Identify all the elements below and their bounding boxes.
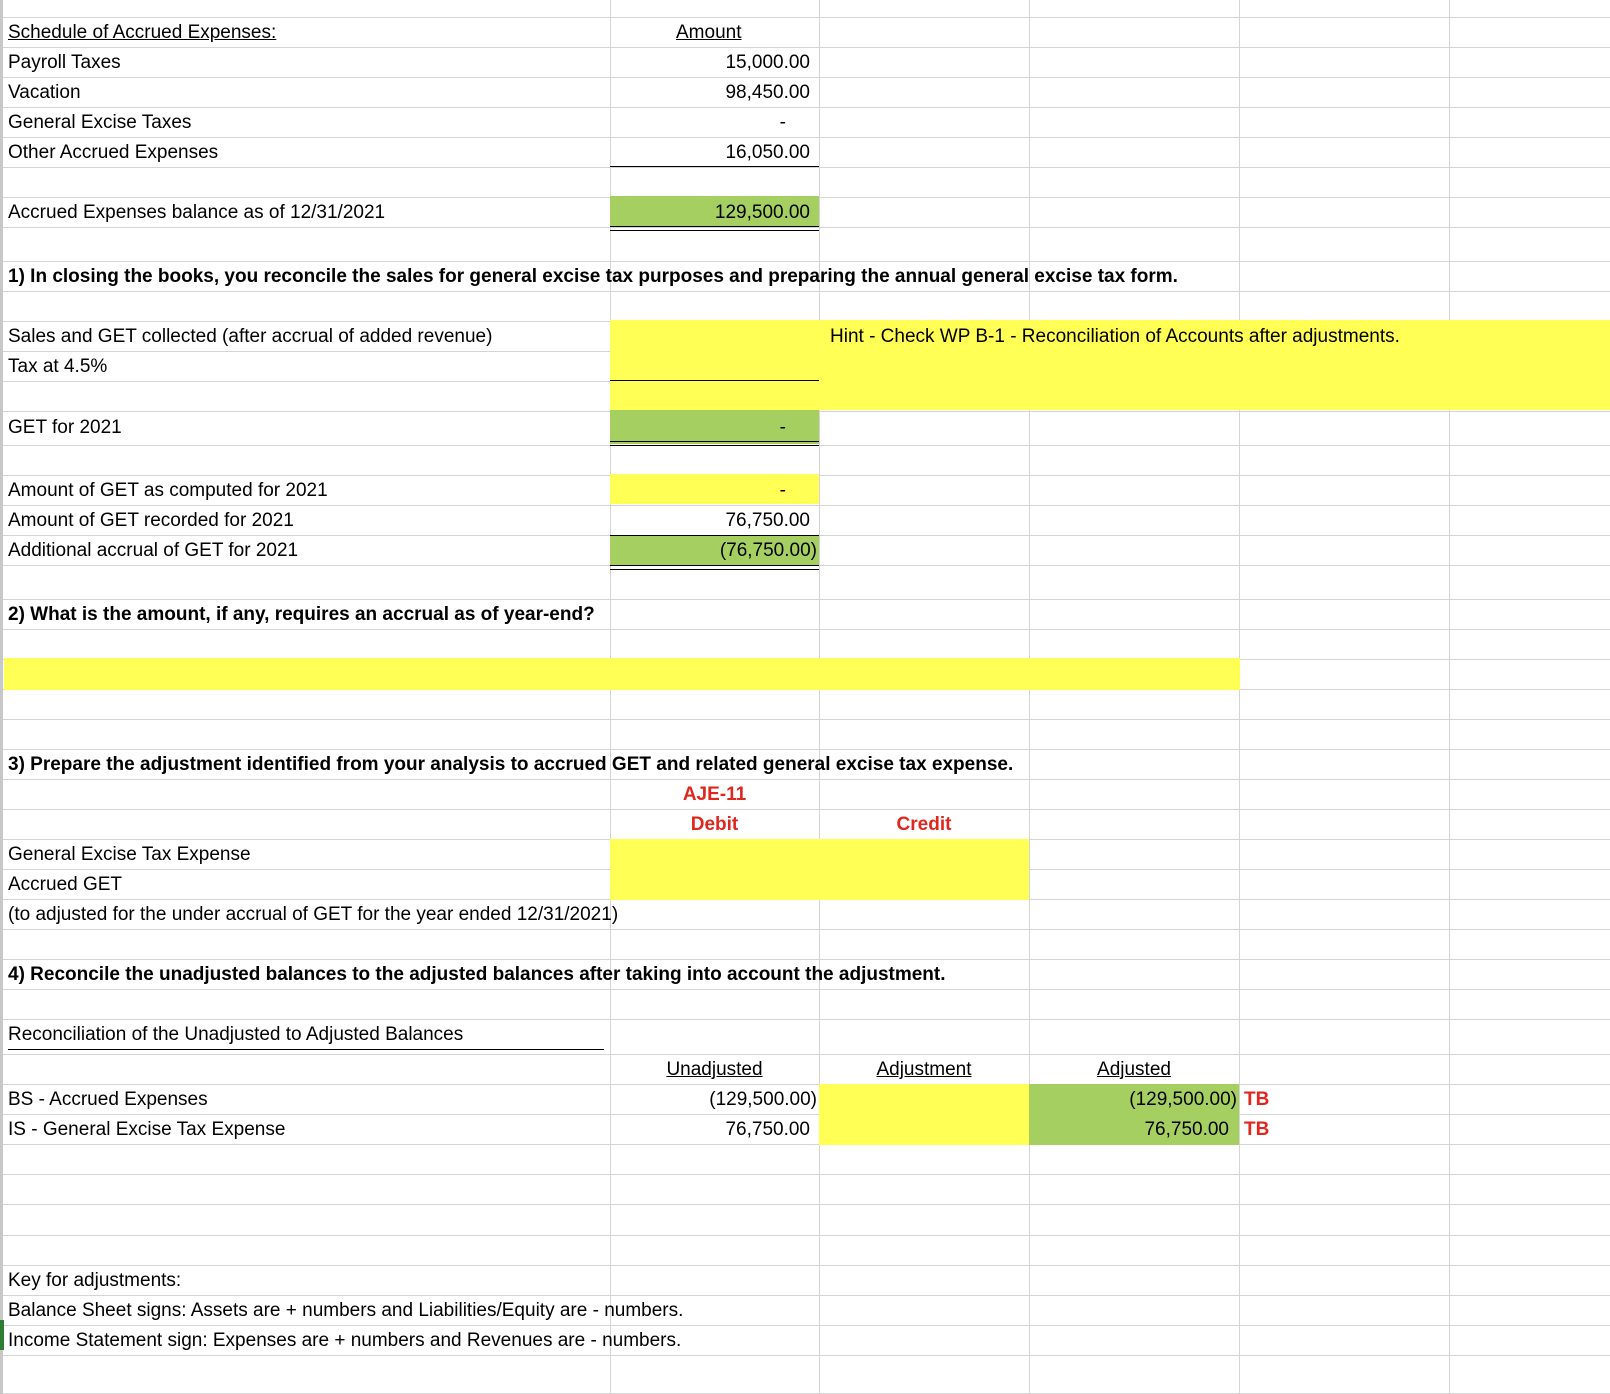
aje-number: AJE-11 [682, 784, 747, 805]
recorded-label: Amount of GET recorded for 2021 [8, 510, 294, 531]
col-adjustment: Adjustment [876, 1059, 972, 1080]
recon-table-title: Reconciliation of the Unadjusted to Adjusted Balances [8, 1024, 464, 1045]
q3-heading: 3) Prepare the adjustment identified from your analysis to accrued GET and related general excise tax expense. [8, 754, 1014, 775]
key-line-balance-sheet: Balance Sheet signs: Assets are + numbers and Liabilities/Equity are - numbers. [8, 1300, 684, 1321]
grid-row [0, 1175, 1610, 1205]
col-unadjusted: Unadjusted [666, 1059, 763, 1080]
balance-value[interactable]: 129,500.00 [714, 202, 810, 223]
grid-row [0, 990, 1610, 1020]
tax-label: Tax at 4.5% [8, 356, 108, 377]
grid-column-line [1029, 0, 1030, 1394]
grid-row [0, 690, 1610, 720]
balance-double-line-2 [610, 230, 819, 231]
q4-heading: 4) Reconcile the unadjusted balances to the adjusted balances after taking into account the adjustment. [8, 964, 946, 985]
balance-label: Accrued Expenses balance as of 12/31/2021 [8, 202, 386, 223]
key-line-income-statement: Income Statement sign: Expenses are + numbers and Revenues are - numbers. [8, 1330, 682, 1351]
grid-row [0, 720, 1610, 750]
grid-row [0, 930, 1610, 960]
aje-line-accrued: Accrued GET [8, 874, 123, 895]
recon-adjusted-value[interactable]: 76,750.00 [1144, 1119, 1229, 1140]
recorded-value[interactable]: 76,750.00 [725, 510, 810, 531]
grid-row [0, 108, 1610, 138]
q1-heading: 1) In closing the books, you reconcile the sales for general excise tax purposes and preparing the annual general excise tax form. [8, 266, 1178, 287]
q2-heading: 2) What is the amount, if any, requires an accrual as of year-end? [8, 604, 595, 625]
grid-column-line [819, 0, 820, 1394]
grid-row [0, 1236, 1610, 1266]
tax-total-line [610, 380, 819, 381]
tb-tag: TB [1244, 1119, 1270, 1140]
tb-tag: TB [1244, 1089, 1270, 1110]
recon-adjusted-value[interactable]: (129,500.00) [1129, 1089, 1237, 1110]
schedule-item-label: Payroll Taxes [8, 52, 121, 73]
hint-text: Hint - Check WP B-1 - Reconciliation of Accounts after adjustments. [830, 326, 1400, 347]
additional-double-line-2 [610, 569, 819, 570]
grid-row [0, 292, 1610, 322]
sales-label: Sales and GET collected (after accrual of added revenue) [8, 326, 493, 347]
computed-label: Amount of GET as computed for 2021 [8, 480, 328, 501]
schedule-item-amount[interactable]: - [779, 112, 786, 133]
key-title: Key for adjustments: [8, 1270, 182, 1291]
grid-row [0, 0, 1610, 18]
schedule-item-amount[interactable]: 98,450.00 [725, 82, 810, 103]
additional-value[interactable]: (76,750.00) [719, 540, 817, 561]
get-double-line-2 [610, 445, 819, 446]
grid-row [0, 1356, 1610, 1394]
schedule-title: Schedule of Accrued Expenses: [8, 22, 277, 43]
q2-answer-fill[interactable] [4, 658, 1240, 690]
recon-unadjusted-value[interactable]: (129,500.00) [709, 1089, 817, 1110]
grid-row [0, 1205, 1610, 1236]
get-label: GET for 2021 [8, 417, 122, 438]
grid-row [0, 168, 1610, 198]
credit-header: Credit [896, 814, 952, 835]
schedule-item-label: Vacation [8, 82, 81, 103]
debit-header: Debit [690, 814, 739, 835]
grid-column-line [1239, 0, 1240, 1394]
grid-column-line [1449, 0, 1450, 1394]
recon-unadjusted-value[interactable]: 76,750.00 [725, 1119, 810, 1140]
amount-header: Amount [676, 22, 742, 43]
grid-row [0, 228, 1610, 262]
recon-row-label: BS - Accrued Expenses [8, 1089, 208, 1110]
computed-value[interactable]: - [779, 480, 786, 501]
grid-row [0, 566, 1610, 600]
additional-label: Additional accrual of GET for 2021 [8, 540, 299, 561]
row-header-edge [0, 0, 3, 1394]
grid-row [0, 1266, 1610, 1296]
grid-row [0, 1145, 1610, 1175]
aje-line-expense: General Excise Tax Expense [8, 844, 251, 865]
active-cell-indicator [0, 1320, 4, 1350]
get-value[interactable]: - [779, 417, 786, 438]
col-adjusted: Adjusted [1097, 1059, 1171, 1080]
schedule-item-amount[interactable]: 16,050.00 [725, 142, 810, 163]
grid-row [0, 446, 1610, 476]
aje-memo: (to adjusted for the under accrual of GET for the year ended 12/31/2021) [8, 904, 619, 925]
schedule-item-label: Other Accrued Expenses [8, 142, 219, 163]
recon-row-label: IS - General Excise Tax Expense [8, 1119, 286, 1140]
schedule-item-amount[interactable]: 15,000.00 [725, 52, 810, 73]
grid-row [0, 630, 1610, 660]
adjustment-col-fill[interactable] [819, 1084, 1029, 1145]
schedule-item-label: General Excise Taxes [8, 112, 192, 133]
aje-entry-fill[interactable] [610, 839, 1029, 900]
